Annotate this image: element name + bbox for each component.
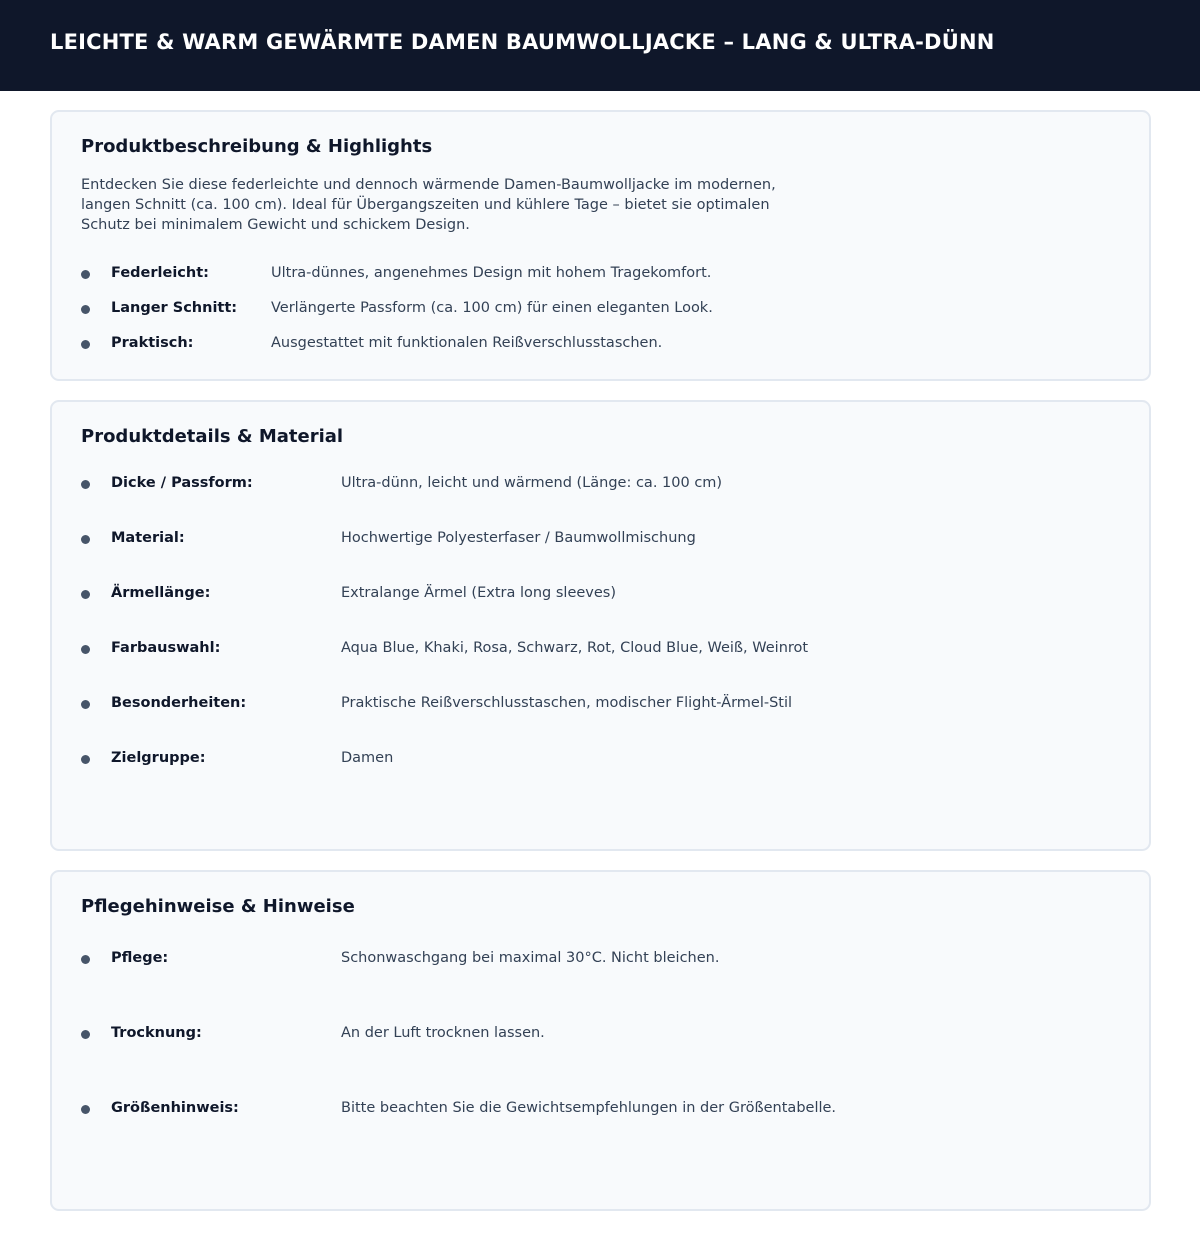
bullet-icon bbox=[81, 1030, 90, 1039]
item-value: Praktische Reißverschlusstaschen, modischer Flight-Ärmel-Stil bbox=[341, 695, 793, 711]
item-label: Praktisch: bbox=[111, 335, 194, 351]
page-title: LEICHTE & WARM GEWÄRMTE DAMEN BAUMWOLLJACKE – LANG & ULTRA-DÜNN bbox=[50, 30, 995, 54]
list-item bbox=[52, 334, 1149, 356]
highlights-card bbox=[50, 110, 1151, 381]
care-title: Pflegehinweise & Hinweise bbox=[81, 896, 355, 917]
list-item bbox=[52, 1099, 1149, 1121]
list-item bbox=[52, 529, 1149, 551]
item-value: Extralange Ärmel (Extra long sleeves) bbox=[341, 585, 617, 601]
bullet-icon bbox=[81, 755, 90, 764]
care-card bbox=[50, 870, 1151, 1211]
item-label: Langer Schnitt: bbox=[111, 300, 238, 316]
page-header bbox=[0, 0, 1200, 91]
item-value: Ultra-dünnes, angenehmes Design mit hohem Tragekomfort. bbox=[271, 265, 712, 281]
item-label: Größenhinweis: bbox=[111, 1100, 239, 1116]
list-item bbox=[52, 949, 1149, 971]
bullet-icon bbox=[81, 270, 90, 279]
bullet-icon bbox=[81, 1105, 90, 1114]
list-item bbox=[52, 299, 1149, 321]
bullet-icon bbox=[81, 645, 90, 654]
bullet-icon bbox=[81, 305, 90, 314]
item-value: Ultra-dünn, leicht und wärmend (Länge: ca. 100 cm) bbox=[341, 475, 723, 491]
item-label: Material: bbox=[111, 530, 185, 546]
item-value: Schonwaschgang bei maximal 30°C. Nicht bleichen. bbox=[341, 950, 720, 966]
bullet-icon bbox=[81, 340, 90, 349]
item-label: Trocknung: bbox=[111, 1025, 202, 1041]
list-item bbox=[52, 694, 1149, 716]
item-label: Farbauswahl: bbox=[111, 640, 221, 656]
bullet-icon bbox=[81, 590, 90, 599]
item-value: Bitte beachten Sie die Gewichtsempfehlungen in der Größentabelle. bbox=[341, 1100, 837, 1116]
bullet-icon bbox=[81, 535, 90, 544]
list-item bbox=[52, 584, 1149, 606]
highlights-intro: Entdecken Sie diese federleichte und dennoch wärmende Damen-Baumwolljacke im modernen, langen Schnitt (ca. 100 cm). Ideal für Übergangszeiten und kühlere Tage – bietet sie optimalen Schutz bei minimalem Gewicht und schickem Design. bbox=[81, 177, 776, 233]
item-label: Besonderheiten: bbox=[111, 695, 247, 711]
item-value: An der Luft trocknen lassen. bbox=[341, 1025, 545, 1041]
item-label: Dicke / Passform: bbox=[111, 475, 253, 491]
bullet-icon bbox=[81, 480, 90, 489]
list-item bbox=[52, 264, 1149, 286]
item-label: Zielgruppe: bbox=[111, 750, 206, 766]
item-value: Aqua Blue, Khaki, Rosa, Schwarz, Rot, Cloud Blue, Weiß, Weinrot bbox=[341, 640, 809, 656]
item-value: Hochwertige Polyesterfaser / Baumwollmischung bbox=[341, 530, 696, 546]
item-label: Federleicht: bbox=[111, 265, 209, 281]
item-value: Damen bbox=[341, 750, 394, 766]
details-title: Produktdetails & Material bbox=[81, 426, 344, 447]
list-item bbox=[52, 639, 1149, 661]
highlights-title: Produktbeschreibung & Highlights bbox=[81, 136, 433, 157]
list-item bbox=[52, 1024, 1149, 1046]
item-label: Pflege: bbox=[111, 950, 169, 966]
list-item bbox=[52, 474, 1149, 496]
item-label: Ärmellänge: bbox=[111, 585, 211, 601]
bullet-icon bbox=[81, 700, 90, 709]
item-value: Verlängerte Passform (ca. 100 cm) für einen eleganten Look. bbox=[271, 300, 713, 316]
details-card bbox=[50, 400, 1151, 851]
item-value: Ausgestattet mit funktionalen Reißverschlusstaschen. bbox=[271, 335, 663, 351]
bullet-icon bbox=[81, 955, 90, 964]
list-item bbox=[52, 749, 1149, 771]
